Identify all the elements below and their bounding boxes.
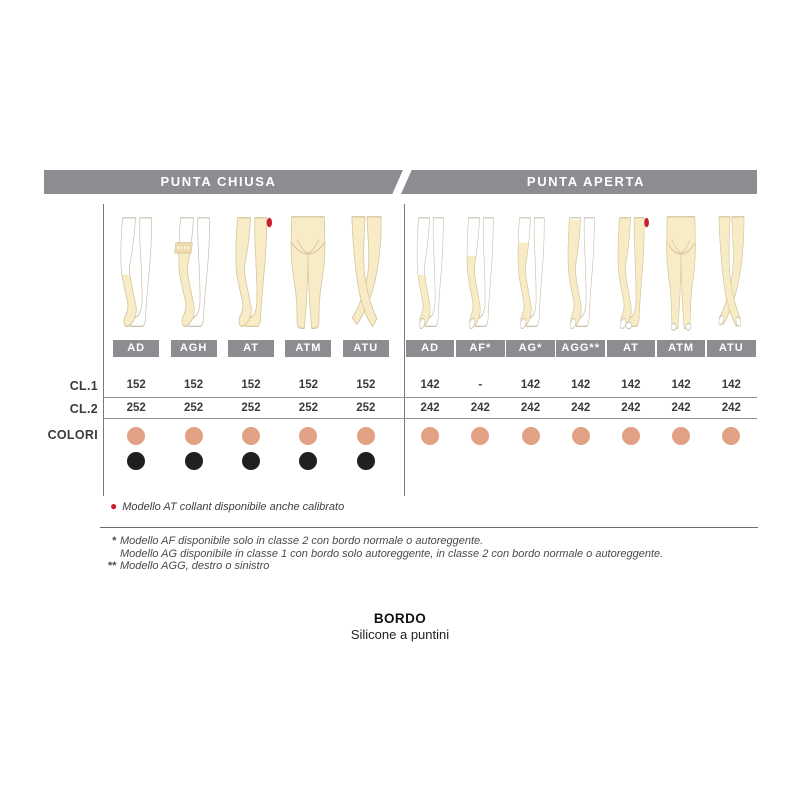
- cl2-value-open-AF: 242: [470, 402, 490, 414]
- cl2-value-open-AT: 242: [621, 402, 641, 414]
- leg-illustration-open-ATM: [658, 214, 704, 333]
- row-label-colori: COLORI: [47, 428, 98, 442]
- open-toe-title: PUNTA APERTA: [526, 174, 646, 189]
- color-dot-skin-closed-ATU: [357, 427, 375, 445]
- color-dot-black-closed-AD: [127, 452, 145, 470]
- model-header-open-AT: AT: [607, 340, 656, 357]
- cl1-value-closed-AGH: 152: [184, 379, 204, 391]
- model-header-closed-ATU: ATU: [343, 340, 389, 357]
- footnote-agg: [100, 560, 750, 573]
- footnote-af: [100, 535, 750, 548]
- cl1-value-open-AF: -: [478, 379, 483, 391]
- cl1-value-closed-AT: 152: [241, 379, 261, 391]
- color-dot-black-closed-AT: [242, 452, 260, 470]
- model-header-open-AG: AG*: [506, 340, 555, 357]
- cl2-value-open-AD: 242: [420, 402, 440, 414]
- cl2-value-open-AG: 242: [520, 402, 541, 414]
- cl1-value-open-ATM: 142: [671, 379, 691, 391]
- footnote-text: Modello AF disponibile solo in classe 2 con bordo normale o autoreggente.: [120, 535, 484, 547]
- leg-illustration-open-ATU: [708, 214, 754, 333]
- model-header-open-ATM: ATM: [657, 340, 706, 357]
- leg-illustration-open-AG: [508, 214, 554, 333]
- cl1-value-closed-AD: 152: [126, 379, 146, 391]
- leg-illustration-closed-AT: [224, 214, 278, 333]
- model-header-open-ATU: ATU: [707, 340, 756, 357]
- rule-under-cl1: [103, 397, 757, 398]
- leg-illustration-closed-ATM: [281, 214, 335, 333]
- model-header-closed-ATM: ATM: [285, 340, 331, 357]
- model-header-closed-AD: AD: [113, 340, 159, 357]
- cl1-value-open-AGG: 142: [571, 379, 591, 391]
- color-dot-skin-closed-AT: [242, 427, 260, 445]
- model-header-open-AF: AF*: [456, 340, 505, 357]
- model-header-closed-AGH: AGH: [171, 340, 217, 357]
- cl1-value-open-AD: 142: [420, 379, 440, 391]
- footnote-text: Modello AGG, destro o sinistro: [120, 560, 270, 572]
- model-header-open-AD: AD: [406, 340, 455, 357]
- model-header-closed-AT: AT: [228, 340, 274, 357]
- at-calibrated-note-text: Modello AT collant disponibile anche calibrato: [122, 501, 345, 513]
- leg-illustration-open-AF: [457, 214, 503, 333]
- cl1-value-closed-ATU: 152: [356, 379, 376, 391]
- leg-illustration-open-AGG: [558, 214, 604, 333]
- cl1-value-closed-ATM: 152: [298, 379, 318, 391]
- color-dot-skin-open-ATM: [672, 427, 690, 445]
- footnote-marker: *: [111, 535, 116, 547]
- leg-illustration-open-AD: [407, 214, 453, 333]
- leg-illustration-closed-AD: [109, 214, 163, 333]
- cl1-value-open-AT: 142: [621, 379, 641, 391]
- color-dot-skin-closed-ATM: [299, 427, 317, 445]
- leg-illustration-closed-ATU: [339, 214, 393, 333]
- color-dot-skin-open-AGG: [572, 427, 590, 445]
- color-dot-skin-open-AT: [622, 427, 640, 445]
- color-dot-black-closed-ATM: [299, 452, 317, 470]
- cl1-value-open-ATU: 142: [721, 379, 741, 391]
- cl2-value-closed-AT: 252: [241, 402, 261, 414]
- color-dot-skin-closed-AD: [127, 427, 145, 445]
- cl2-value-closed-AD: 252: [126, 402, 146, 414]
- color-dot-skin-open-AF: [471, 427, 489, 445]
- color-dot-skin-open-ATU: [722, 427, 740, 445]
- color-dot-skin-closed-AGH: [185, 427, 203, 445]
- table-middle-divider-line: [404, 204, 405, 496]
- red-marker-icon: ●: [110, 499, 118, 513]
- row-label-cl2: CL.2: [69, 402, 98, 416]
- color-dot-skin-open-AD: [421, 427, 439, 445]
- footnote-text: Modello AG disponibile in classe 1 con bordo solo autoreggente, in classe 2 con bordo normale o autoreggente.: [120, 548, 664, 560]
- cl2-value-closed-ATU: 252: [356, 402, 376, 414]
- table-left-border-line: [103, 204, 104, 496]
- cl2-value-closed-AGH: 252: [184, 402, 204, 414]
- color-dot-skin-open-AG: [522, 427, 540, 445]
- cl2-value-open-ATU: 242: [721, 402, 741, 414]
- rule-under-cl2: [103, 418, 757, 419]
- footnote-divider-line: [100, 527, 758, 528]
- cl1-value-open-AG: 142: [520, 379, 541, 391]
- color-dot-black-closed-AGH: [185, 452, 203, 470]
- cl2-value-open-AGG: 242: [571, 402, 591, 414]
- leg-illustration-open-AT: [608, 214, 654, 333]
- bordo-subtitle: Silicone a puntini: [350, 627, 450, 642]
- closed-toe-title: PUNTA CHIUSA: [160, 174, 277, 189]
- footnote-marker: **: [107, 560, 116, 572]
- leg-illustration-closed-AGH: [167, 214, 221, 333]
- bordo-title: BORDO: [373, 611, 427, 626]
- model-header-open-AGG: AGG**: [556, 340, 605, 357]
- cl2-value-closed-ATM: 252: [298, 402, 318, 414]
- color-dot-black-closed-ATU: [357, 452, 375, 470]
- cl2-value-open-ATM: 242: [671, 402, 691, 414]
- at-calibrated-note: [110, 499, 344, 513]
- row-label-cl1: CL.1: [69, 379, 98, 393]
